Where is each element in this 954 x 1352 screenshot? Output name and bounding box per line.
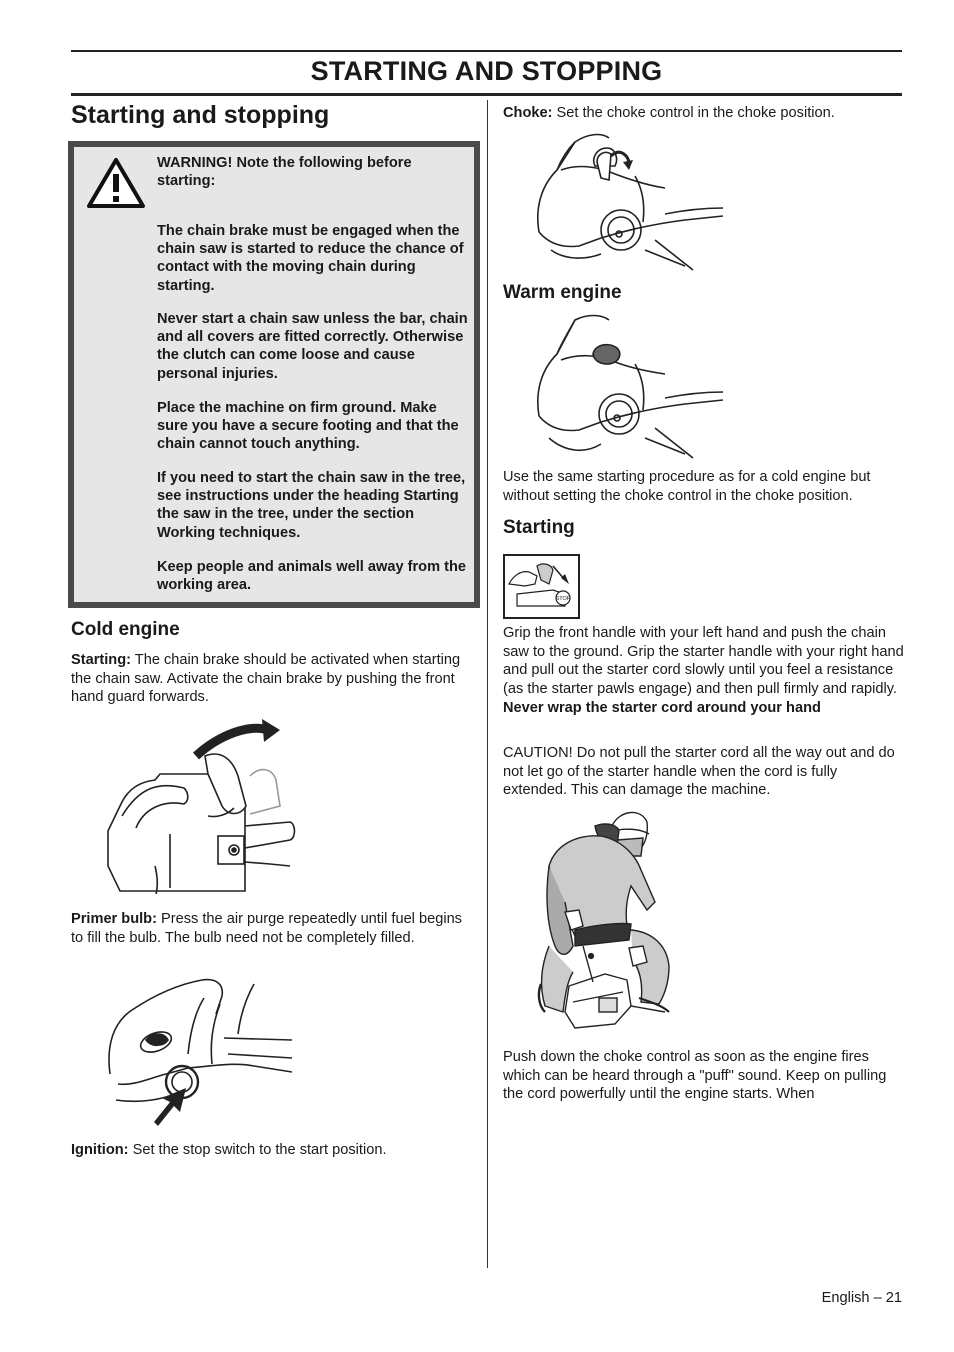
warning-item: Never start a chain saw unless the bar, chain and all covers are fitted correctly. Otherwise the clutch can come loose and cause personal injuries.: [157, 311, 468, 382]
warm-engine-illustration: [535, 314, 725, 464]
column-divider: [487, 100, 488, 1268]
start-procedure-icon: [503, 554, 580, 619]
warning-item: Keep people and animals well away from the working area.: [157, 559, 466, 594]
cold-engine-starting-text: Starting: The chain brake should be activated when starting the chain saw. Activate the chain brake by pushing the front hand guard forwards.: [71, 652, 461, 706]
choke-push-text: Push down the choke control as soon as the engine fires which can be heard through a "puff" sound. Keep on pulling the cord powerfully until the engine starts. When: [503, 1049, 887, 1103]
page-header: STARTING AND STOPPING: [310, 56, 663, 86]
header-rule-bottom: [71, 93, 902, 96]
warning-item: Place the machine on firm ground. Make sure you have a secure footing and that the chain cannot touch anything.: [157, 400, 459, 453]
stop-label: STOP: [555, 596, 571, 602]
warning-item: The chain brake must be engaged when the chain saw is started to reduce the chance of contact with the moving chain during starting.: [157, 223, 464, 294]
primer-bulb-text: Primer bulb: Press the air purge repeatedly until fuel begins to fill the bulb. The bulb need not be completely filled.: [71, 911, 462, 946]
warning-triangle-icon: [86, 157, 146, 209]
section-title: Starting and stopping: [71, 101, 330, 129]
caution-text: CAUTION! Do not pull the starter cord all the way out and do not let go of the starter handle when the cord is fully extended. This can damage the machine.: [503, 745, 895, 799]
warning-box: [68, 141, 480, 608]
starting-instructions: Grip the front handle with your left hand and push the chain saw to the ground. Grip the starter handle with your right hand and pull out the starter cord slowly until you feel a resistance (as the starter pawls engage) and then pull firmly and rapidly. Never wrap the starter cord around your hand: [503, 625, 904, 716]
page-number: English – 21: [821, 1290, 902, 1306]
warm-engine-text: Use the same starting procedure as for a cold engine but without setting the choke control in the choke position.: [503, 469, 871, 504]
choke-text: Choke: Set the choke control in the choke position.: [503, 105, 835, 121]
chain-brake-illustration: [100, 716, 300, 898]
cold-engine-heading: Cold engine: [71, 619, 180, 640]
starting-heading: Starting: [503, 517, 575, 538]
header-rule-top: [71, 50, 902, 52]
choke-illustration: [535, 130, 725, 275]
primer-bulb-illustration: [104, 974, 294, 1136]
warning-item: If you need to start the chain saw in the tree, see instructions under the heading Starting the saw in the tree, under the section Working techniques.: [157, 470, 466, 541]
warning-heading: WARNING! Note the following before starting:: [157, 155, 412, 190]
ignition-text: Ignition: Set the stop switch to the start position.: [71, 1142, 387, 1158]
operator-starting-saw-illustration: [535, 806, 680, 1044]
warm-engine-heading: Warm engine: [503, 282, 622, 303]
